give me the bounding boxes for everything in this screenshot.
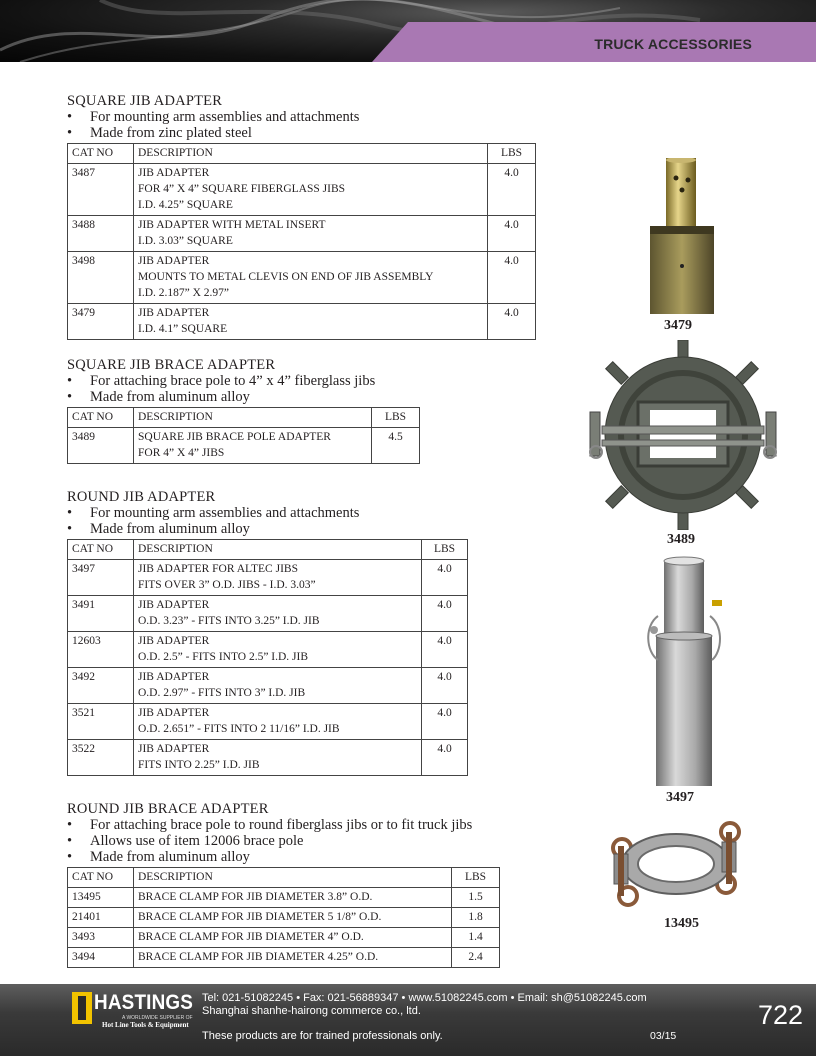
table-row — [68, 560, 468, 596]
table-row — [68, 740, 468, 776]
table-row — [68, 596, 468, 632]
company-name: Shanghai shanhe-hairong commerce co., ltd. — [202, 1005, 421, 1017]
weight-cell: 4.0 — [422, 596, 468, 632]
cat-no-cell: 12603 — [68, 632, 134, 668]
feature-item: • For attaching brace pole to round fiberglass jibs or to fit truck jibs — [67, 817, 500, 833]
product-image-3489 — [582, 340, 784, 530]
cat-no-cell: 3497 — [68, 560, 134, 596]
description-line: FOR 4” X 4” JIBS — [138, 447, 225, 459]
table-header-row — [68, 868, 500, 888]
page-number: 722 — [758, 1000, 804, 1030]
product-image-3479 — [648, 158, 718, 316]
weight-cell: 4.0 — [422, 704, 468, 740]
description-line: JIB ADAPTER — [138, 255, 210, 267]
table-row — [68, 928, 500, 948]
spec-table — [67, 407, 420, 464]
description-line: JIB ADAPTER — [138, 599, 210, 611]
product-caption-3489: 3489 — [667, 532, 695, 547]
feature-item: • Made from aluminum alloy — [67, 521, 468, 537]
table-row — [68, 428, 420, 464]
description-cell — [134, 948, 452, 968]
column-header: DESCRIPTION — [134, 540, 422, 560]
description-line: JIB ADAPTER — [138, 671, 210, 683]
description-line: O.D. 3.23” - FITS INTO 3.25” I.D. JIB — [138, 615, 320, 627]
description-line: BRACE CLAMP FOR JIB DIAMETER 4” O.D. — [138, 931, 364, 943]
table-header-row — [68, 144, 536, 164]
description-line: O.D. 2.97” - FITS INTO 3” I.D. JIB — [138, 687, 306, 699]
description-line: I.D. 2.187” X 2.97” — [138, 287, 230, 299]
column-header: CAT NO — [68, 540, 134, 560]
section-title: ROUND JIB ADAPTER — [67, 489, 216, 505]
description-cell — [134, 704, 422, 740]
logo-tagline-2: Hot Line Tools & Equipment — [102, 1021, 189, 1029]
weight-cell: 4.0 — [488, 252, 536, 304]
feature-list — [67, 109, 536, 141]
cat-no-cell: 3489 — [68, 428, 134, 464]
product-image-13495 — [604, 816, 748, 912]
description-cell — [134, 216, 488, 252]
description-line: FITS INTO 2.25” I.D. JIB — [138, 759, 260, 771]
cat-no-cell: 3521 — [68, 704, 134, 740]
description-cell — [134, 908, 452, 928]
revision-date: 03/15 — [650, 1030, 677, 1042]
description-line: BRACE CLAMP FOR JIB DIAMETER 5 1/8” O.D. — [138, 911, 382, 923]
description-line: BRACE CLAMP FOR JIB DIAMETER 3.8” O.D. — [138, 891, 373, 903]
column-header: LBS — [422, 540, 468, 560]
weight-cell: 2.4 — [452, 948, 500, 968]
table-row — [68, 668, 468, 704]
weight-cell: 4.0 — [422, 740, 468, 776]
hastings-logo-icon — [72, 992, 92, 1024]
table-row — [68, 252, 536, 304]
description-line: JIB ADAPTER — [138, 707, 210, 719]
description-line: MOUNTS TO METAL CLEVIS ON END OF JIB ASSEMBLY — [138, 271, 434, 283]
description-line: FOR 4” X 4” SQUARE FIBERGLASS JIBS — [138, 183, 346, 195]
table-header-row — [68, 540, 468, 560]
logo-tagline: A WORLDWIDE SUPPLIER OF — [122, 1015, 193, 1021]
product-caption-13495: 13495 — [664, 916, 699, 931]
spec-table — [67, 867, 500, 968]
weight-cell: 4.5 — [372, 428, 420, 464]
hastings-logo: HASTINGS — [94, 991, 194, 1014]
weight-cell: 4.0 — [422, 668, 468, 704]
spec-table — [67, 143, 536, 340]
feature-item: • Allows use of item 12006 brace pole — [67, 833, 500, 849]
product-section — [67, 801, 500, 968]
weight-cell: 4.0 — [488, 216, 536, 252]
feature-list — [67, 373, 420, 405]
description-cell — [134, 632, 422, 668]
product-caption-3497: 3497 — [666, 790, 694, 805]
description-line: JIB ADAPTER FOR ALTEC JIBS — [138, 563, 298, 575]
cat-no-cell: 3491 — [68, 596, 134, 632]
page-footer — [0, 984, 816, 1056]
description-cell — [134, 304, 488, 340]
disclaimer-note: These products are for trained professionals only. — [202, 1030, 443, 1042]
product-section — [67, 357, 420, 464]
description-cell — [134, 164, 488, 216]
table-row — [68, 948, 500, 968]
cat-no-cell: 3493 — [68, 928, 134, 948]
description-cell — [134, 888, 452, 908]
description-cell — [134, 668, 422, 704]
description-cell — [134, 252, 488, 304]
column-header: CAT NO — [68, 144, 134, 164]
page-category-title: TRUCK ACCESSORIES — [594, 36, 752, 52]
description-cell — [134, 928, 452, 948]
description-cell — [134, 560, 422, 596]
section-title: SQUARE JIB ADAPTER — [67, 93, 223, 109]
weight-cell: 1.8 — [452, 908, 500, 928]
table-row — [68, 304, 536, 340]
cat-no-cell: 3479 — [68, 304, 134, 340]
contact-info — [202, 992, 647, 1018]
weight-cell: 1.4 — [452, 928, 500, 948]
product-caption-3479: 3479 — [664, 318, 692, 333]
description-line: JIB ADAPTER — [138, 635, 210, 647]
cat-no-cell: 3522 — [68, 740, 134, 776]
weight-cell: 4.0 — [488, 304, 536, 340]
description-line: I.D. 3.03” SQUARE — [138, 235, 233, 247]
description-cell — [134, 740, 422, 776]
table-row — [68, 216, 536, 252]
description-line: JIB ADAPTER — [138, 167, 210, 179]
section-title: SQUARE JIB BRACE ADAPTER — [67, 357, 276, 373]
product-section — [67, 489, 468, 776]
table-row — [68, 632, 468, 668]
feature-item: • For attaching brace pole to 4” x 4” fiberglass jibs — [67, 373, 420, 389]
table-row — [68, 164, 536, 216]
spec-table — [67, 539, 468, 776]
description-cell — [134, 428, 372, 464]
cat-no-cell: 13495 — [68, 888, 134, 908]
cat-no-cell: 3488 — [68, 216, 134, 252]
column-header: LBS — [452, 868, 500, 888]
feature-item: • For mounting arm assemblies and attachments — [67, 109, 536, 125]
table-row — [68, 908, 500, 928]
column-header: LBS — [372, 408, 420, 428]
description-line: I.D. 4.25” SQUARE — [138, 199, 233, 211]
feature-list — [67, 505, 468, 537]
description-line: SQUARE JIB BRACE POLE ADAPTER — [138, 431, 331, 443]
table-row — [68, 888, 500, 908]
description-line: FITS OVER 3” O.D. JIBS - I.D. 3.03” — [138, 579, 316, 591]
description-line: JIB ADAPTER — [138, 743, 210, 755]
weight-cell: 4.0 — [488, 164, 536, 216]
cat-no-cell: 3494 — [68, 948, 134, 968]
weight-cell: 4.0 — [422, 560, 468, 596]
cat-no-cell: 3487 — [68, 164, 134, 216]
description-line: JIB ADAPTER WITH METAL INSERT — [138, 219, 326, 231]
feature-item: • Made from zinc plated steel — [67, 125, 536, 141]
weight-cell: 4.0 — [422, 632, 468, 668]
column-header: CAT NO — [68, 868, 134, 888]
feature-list — [67, 817, 500, 865]
description-cell — [134, 596, 422, 632]
table-row — [68, 704, 468, 740]
weight-cell: 1.5 — [452, 888, 500, 908]
section-title: ROUND JIB BRACE ADAPTER — [67, 801, 269, 817]
cat-no-cell: 21401 — [68, 908, 134, 928]
cat-no-cell: 3492 — [68, 668, 134, 704]
description-line: BRACE CLAMP FOR JIB DIAMETER 4.25” O.D. — [138, 951, 379, 963]
column-header: LBS — [488, 144, 536, 164]
page-header — [0, 0, 816, 62]
table-header-row — [68, 408, 420, 428]
description-line: I.D. 4.1” SQUARE — [138, 323, 228, 335]
description-line: O.D. 2.651” - FITS INTO 2 11/16” I.D. JIB — [138, 723, 340, 735]
description-line: JIB ADAPTER — [138, 307, 210, 319]
product-section — [67, 93, 536, 340]
column-header: CAT NO — [68, 408, 134, 428]
feature-item: • For mounting arm assemblies and attachments — [67, 505, 468, 521]
column-header: DESCRIPTION — [134, 408, 372, 428]
description-line: O.D. 2.5” - FITS INTO 2.5” I.D. JIB — [138, 651, 309, 663]
contact-line: Tel: 021-51082245 • Fax: 021-56889347 • www.51082245.com • Email: sh@51082245.com — [202, 992, 647, 1004]
column-header: DESCRIPTION — [134, 144, 488, 164]
product-image-3497 — [640, 556, 728, 788]
feature-item: • Made from aluminum alloy — [67, 849, 500, 865]
feature-item: • Made from aluminum alloy — [67, 389, 420, 405]
column-header: DESCRIPTION — [134, 868, 452, 888]
cat-no-cell: 3498 — [68, 252, 134, 304]
